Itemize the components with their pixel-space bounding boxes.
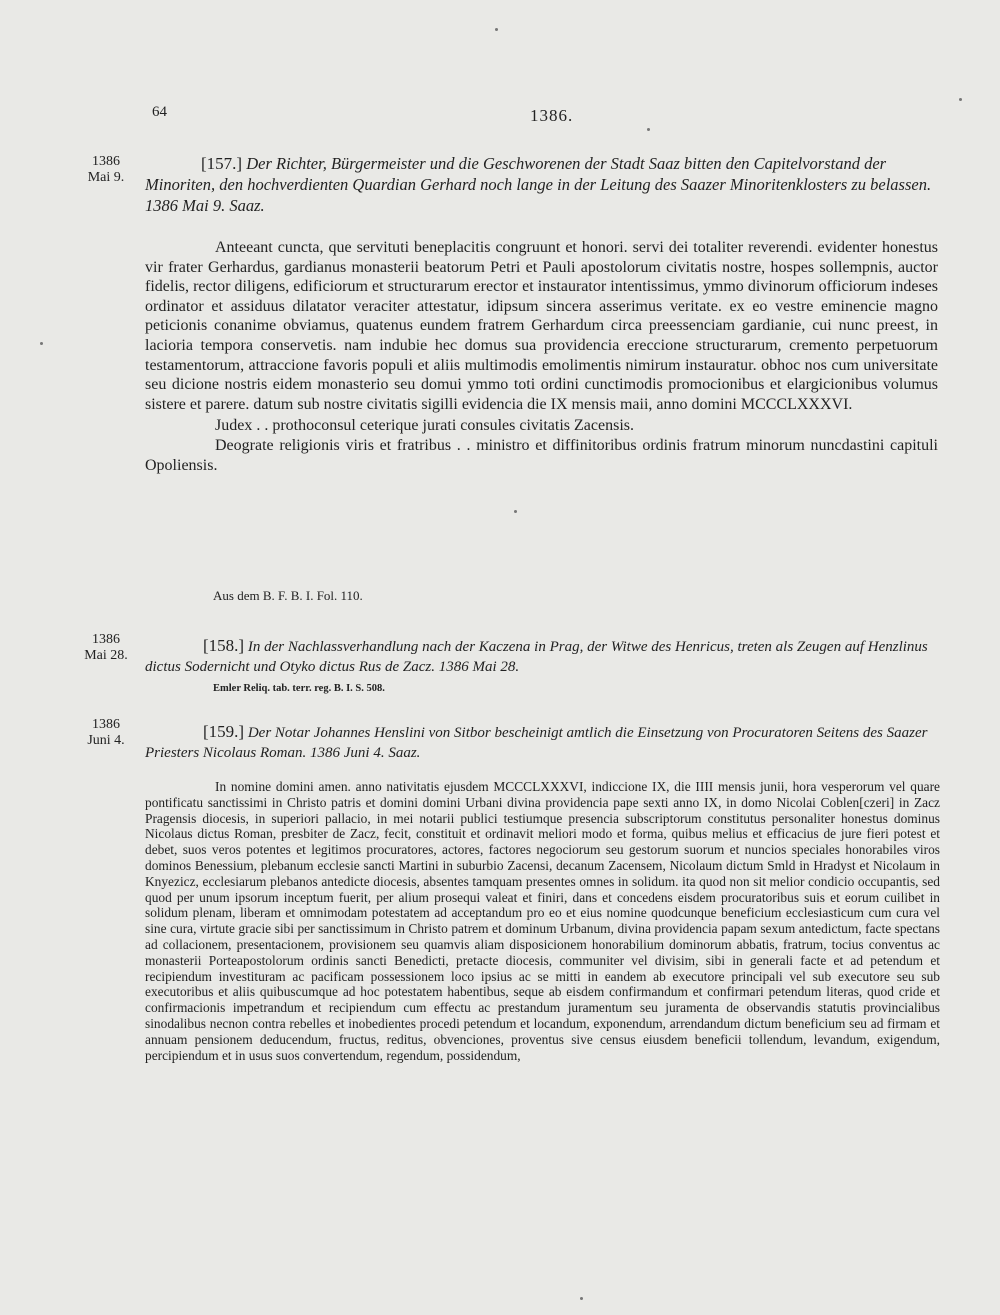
running-header-year: 1386. [530, 106, 574, 125]
entry-title-159 [145, 722, 945, 763]
scan-speck [580, 1297, 583, 1300]
entry-heading: Der Richter, Bürgermeister und die Geschworenen der Stadt Saaz bitten den Capitelvorstand der Minoriten, den hochverdienten Quardian Gerhard noch lange in der Leitung des Saazer Minoritenklosters zu belassen. 1386 Mai 9. Saaz. [145, 154, 932, 215]
entry-title-158 [145, 636, 945, 677]
scan-speck [959, 98, 962, 101]
margin-date-159 [78, 717, 134, 749]
scan-speck [514, 510, 517, 513]
entry-body-157 [145, 238, 938, 475]
entry-number: [159.] [203, 722, 245, 741]
margin-year: 1386 [92, 632, 120, 647]
margin-date: Mai 9. [87, 170, 125, 185]
body-paragraph: In nomine domini amen. anno nativitatis ejusdem MCCCLXXXVI, indiccione IX, die IIII mensis junii, hora vesperorum vel quare pontificatu sanctissimi in Christo patris et domini domini Urbani divina providencia pape sexti anno IX, in domo Nicolai Coblen[czeri] in Zacz Pragensis diocesis, in superiori pallacio, in mei notarii publici testiumque presencia subscriptorum constitutus personaliter honestus dominus Nicolaus dictus Roman, presbiter de Zacz, fecit, constituit et ordinavit meliori modo et forma, quibus melius et efficacius de jure fieri potest et debet, suos veros potentes et legitimos procuratores, actores, factores negociorum seu gestorum suorum et nuncios speciales honorabiles viros dominos Benessium, plebanum ecclesie sancti Martini in suburbio Zacensi, decanum Zacensem, Nicolaum dictum Smld in Hradyst et Nicolaum in Knyezicz, ecclesiarum plebanos antedicte diocesis, absentes tamquam presentes omnes in solidum. ita quod non sit melior condicio occupantis, sed quod per unum ipsorum inceptum fuerit, per alium prosequi valeat et finiri, dans et concedens eisdem procuratoribus suis et eorum cuilibet in solidum plenam, liberam et omnimodam potestatem ad acceptandum pro eo et eius nomine quodcunque beneficium ecclesiasticum cum cura vel sine cura, virtute gracie sibi per sanctissimum in Christo patrem et dominum Urbanum, divina providencia papam sexum antedictum, facte spectans ad collacionem, presentacionem, provisionem seu quamvis aliam disposicionem honorabilium dominorum abbatis, fratrum, tocius conventus ac monasterii Porteapostolorum ordinis sancti Benedicti, pretacte diocesis, communiter vel divisim, sibi in generali facte et ad petendum et recipiendum investituram ac pacificam possessionem loco ipsius ac se mitti in eandem ab executore principali vel sub executore seu sub executoribus et aliis quibuscumque ad hoc potestatem habentibus, seque ab eisdem confirmandum et confirmari petendum literas, quod cride et confirmacionis impetrandum et recipiendum cum effectu ac prestandum juramentum seu juramenta de observandis statutis provincialibus sinodalibus necnon contra rebelles et inobedientes procedi petendum et locandum, exponendum, arrendandum dictum beneficium seu ad firmam et annuam pensionem deducendum, fructus, reditus, obvenciones, proventus sive census eiusdem beneficii tollendum, levandum, exigendum, percipiendum et in usus suos convertendum, regendum, possidendum, [145, 779, 940, 1063]
scan-speck [495, 28, 498, 31]
entry-number: [157.] [201, 154, 243, 173]
entry-heading: In der Nachlassverhandlung nach der Kaczena in Prag, der Witwe des Henricus, treten als Zeugen auf Henzlinus dictus Sodernicht und Otyko dictus Rus de Zacz. 1386 Mai 28. [145, 639, 928, 675]
margin-year: 1386 [92, 717, 120, 732]
entry-heading: Der Notar Johannes Henslini von Sitbor bescheinigt amtlich die Einsetzung von Procuratoren Seitens des Saazer Priesters Nicolaus Roman. 1386 Juni 4. Saaz. [145, 725, 928, 761]
source-note-158: Emler Reliq. tab. terr. reg. B. I. S. 508. [213, 683, 385, 694]
margin-date: Juni 4. [87, 733, 125, 748]
signature-line: Judex . . prothoconsul ceterique jurati consules civitatis Zacensis. [215, 417, 634, 435]
scan-speck [40, 342, 43, 345]
scan-speck [647, 128, 650, 131]
margin-year: 1386 [92, 154, 120, 169]
margin-date: Mai 28. [84, 648, 128, 663]
entry-title-157 [145, 153, 945, 216]
body-paragraph: Anteeant cuncta, que servituti beneplacitis congruunt et honori. servi dei totaliter reverendi. evidenter honestus vir frater Gerhardus, gardianus monasterii beatorum Petri et Pauli apostolorum civitatis nostre, hospes sollempnis, auctor fidelis, rector diligens, edificiorum et structurarum erector et instaurator intentissimus, ymmo divinorum officiorum indeses ordinator et assiduus dilatator veraciter attestatur, idipsum sincera asserimus veritate. ex eo vestre eminencie magno peticionis conanime obviamus, quatenus eundem fratrem Gerhardum circa preessenciam gardianie, cui nunc preest, in lacioria tempora conservetis. nam indubie hec domus sua providencia ereccione structurarum, cremento perpetuorum testamentorum, attraccione favoris populi et aliis multimodis emolimentis nimirum instauratur. obhoc nos cum universitate seu dicione nostris eidem monasterio seu domui ymmo toti ordini cunctimodis promocionibus et elargicionibus volumus sistere et parere. datum sub nostre civitatis sigilli evidencia die IX mensis maii, anno domini MCCCLXXXVI. [145, 239, 938, 413]
entry-number: [158.] [203, 636, 245, 655]
source-note-157: Aus dem B. F. B. I. Fol. 110. [213, 588, 363, 603]
page-number: 64 [152, 104, 167, 120]
address-line: Deograte religionis viris et fratribus . . ministro et diffinitoribus ordinis fratrum minorum nuncdastini capituli Opoliensis. [145, 436, 938, 474]
margin-date-158 [78, 632, 134, 664]
margin-date-157 [78, 154, 134, 186]
entry-body-159 [145, 779, 940, 1063]
